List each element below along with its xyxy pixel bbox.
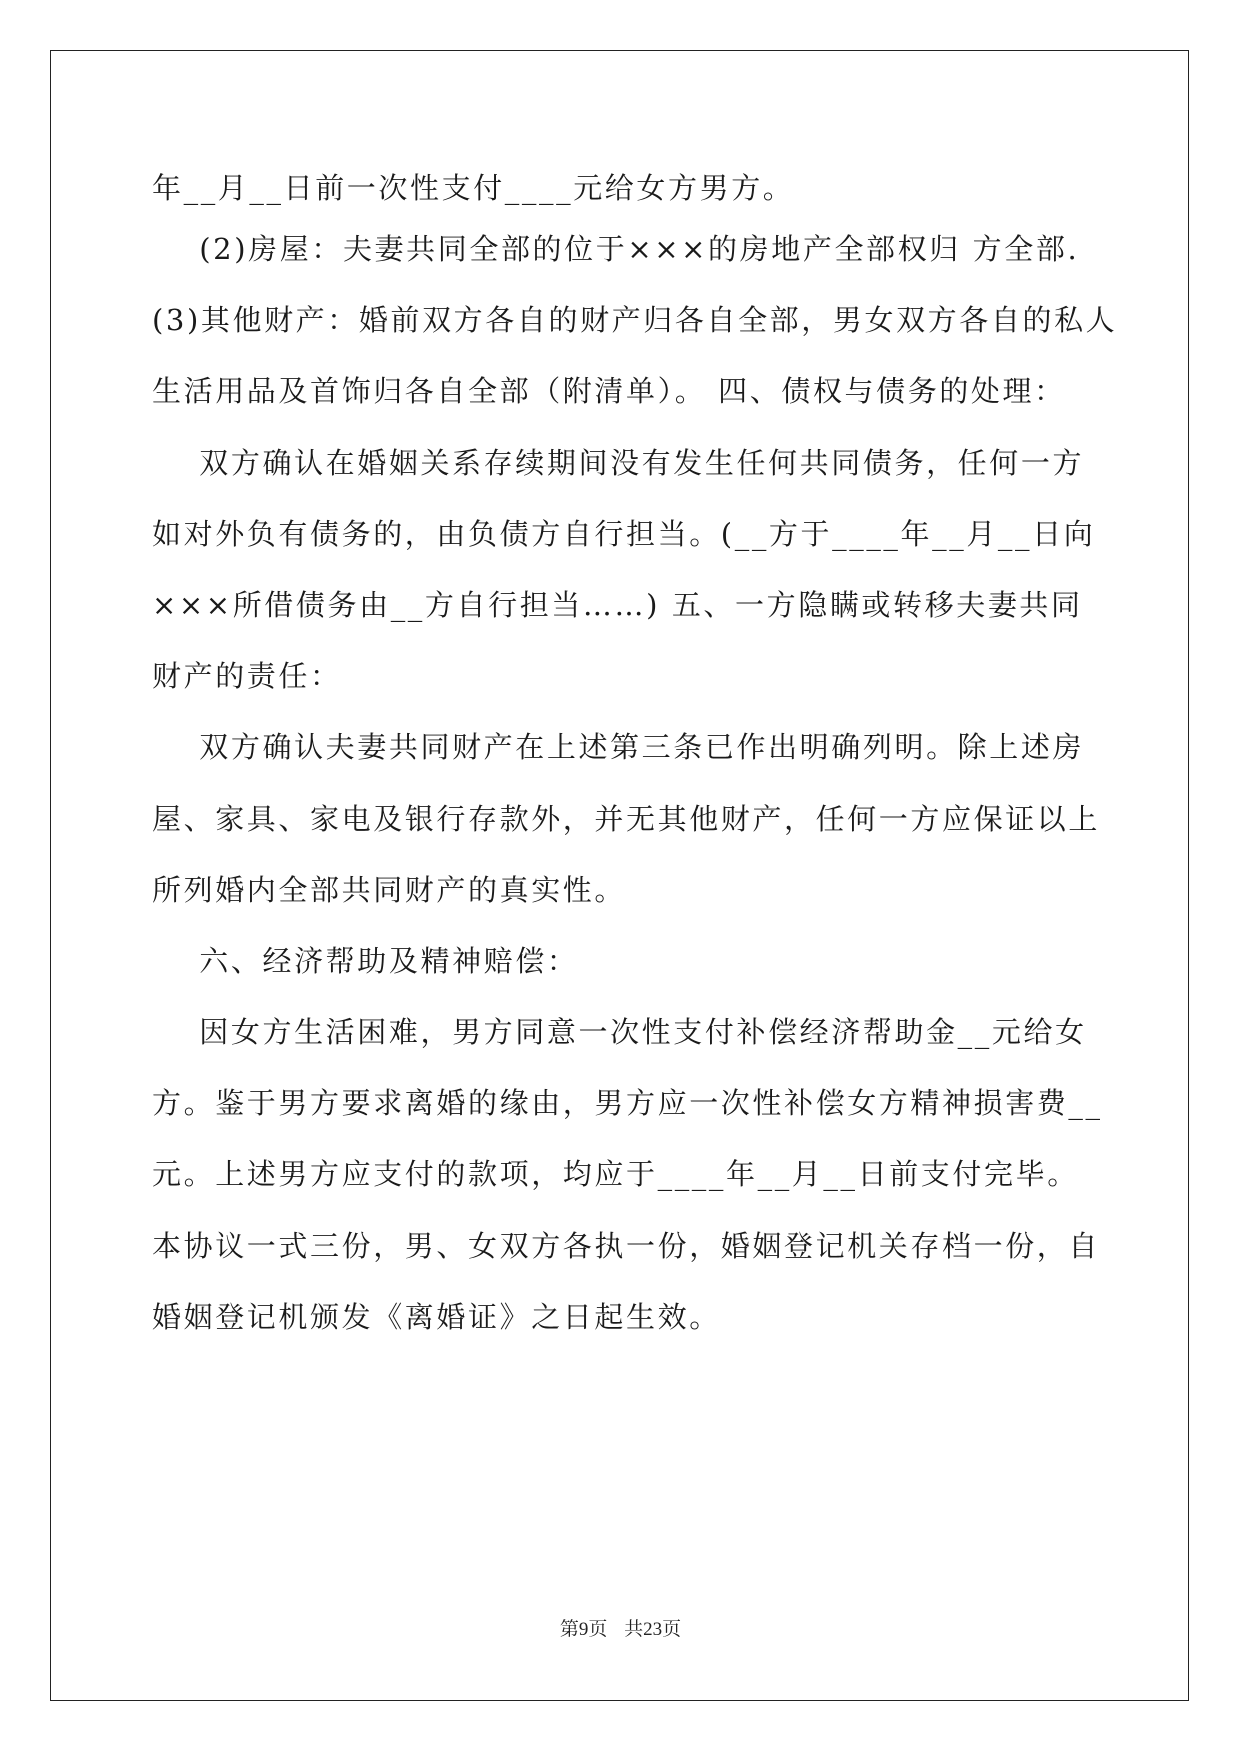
- body-line-10: 屋、家具、家电及银行存款外，并无其他财产，任何一方应保证以上: [152, 802, 1101, 836]
- body-line-13: 因女方生活困难，男方同意一次性支付补偿经济帮助金__元给女: [152, 1015, 1087, 1049]
- body-line-4: 生活用品及首饰归各自全部（附清单）。 四、债权与债务的处理：: [152, 374, 1066, 408]
- body-line-3: (3)其他财产：婚前双方各自的财产归各自全部，男女双方各自的私人: [152, 303, 1118, 337]
- page-footer: [0, 1614, 1241, 1641]
- page-number: 第9页: [559, 1619, 608, 1640]
- page-total: 共23页: [624, 1619, 682, 1640]
- body-line-15: 元。上述男方应支付的款项，均应于____年__月__日前支付完毕。: [152, 1157, 1079, 1191]
- body-line-7: ×××所借债务由__方自行担当……) 五、一方隐瞒或转移夫妻共同: [152, 588, 1083, 622]
- body-line-8: 财产的责任：: [152, 659, 342, 693]
- body-line-17: 婚姻登记机颁发《离婚证》之日起生效。: [152, 1300, 721, 1334]
- body-line-9: 双方确认夫妻共同财产在上述第三条已作出明确列明。除上述房: [152, 730, 1085, 764]
- body-line-6: 如对外负有债务的，由负债方自行担当。(__方于____年__月__日向: [152, 517, 1096, 551]
- body-line-12: 六、经济帮助及精神赔偿：: [152, 944, 579, 978]
- body-line-14: 方。鉴于男方要求离婚的缘由，男方应一次性补偿女方精神损害费__: [152, 1086, 1103, 1120]
- body-line-5: 双方确认在婚姻关系存续期间没有发生任何共同债务，任何一方: [152, 446, 1085, 480]
- body-line-11: 所列婚内全部共同财产的真实性。: [152, 873, 627, 907]
- body-line-2: (2)房屋：夫妻共同全部的位于×××的房地产全部权归 方全部.: [152, 232, 1080, 266]
- body-line-1: 年__月__日前一次性支付____元给女方男方。: [152, 171, 795, 205]
- body-line-16: 本协议一式三份，男、女双方各执一份，婚姻登记机关存档一份，自: [152, 1229, 1101, 1263]
